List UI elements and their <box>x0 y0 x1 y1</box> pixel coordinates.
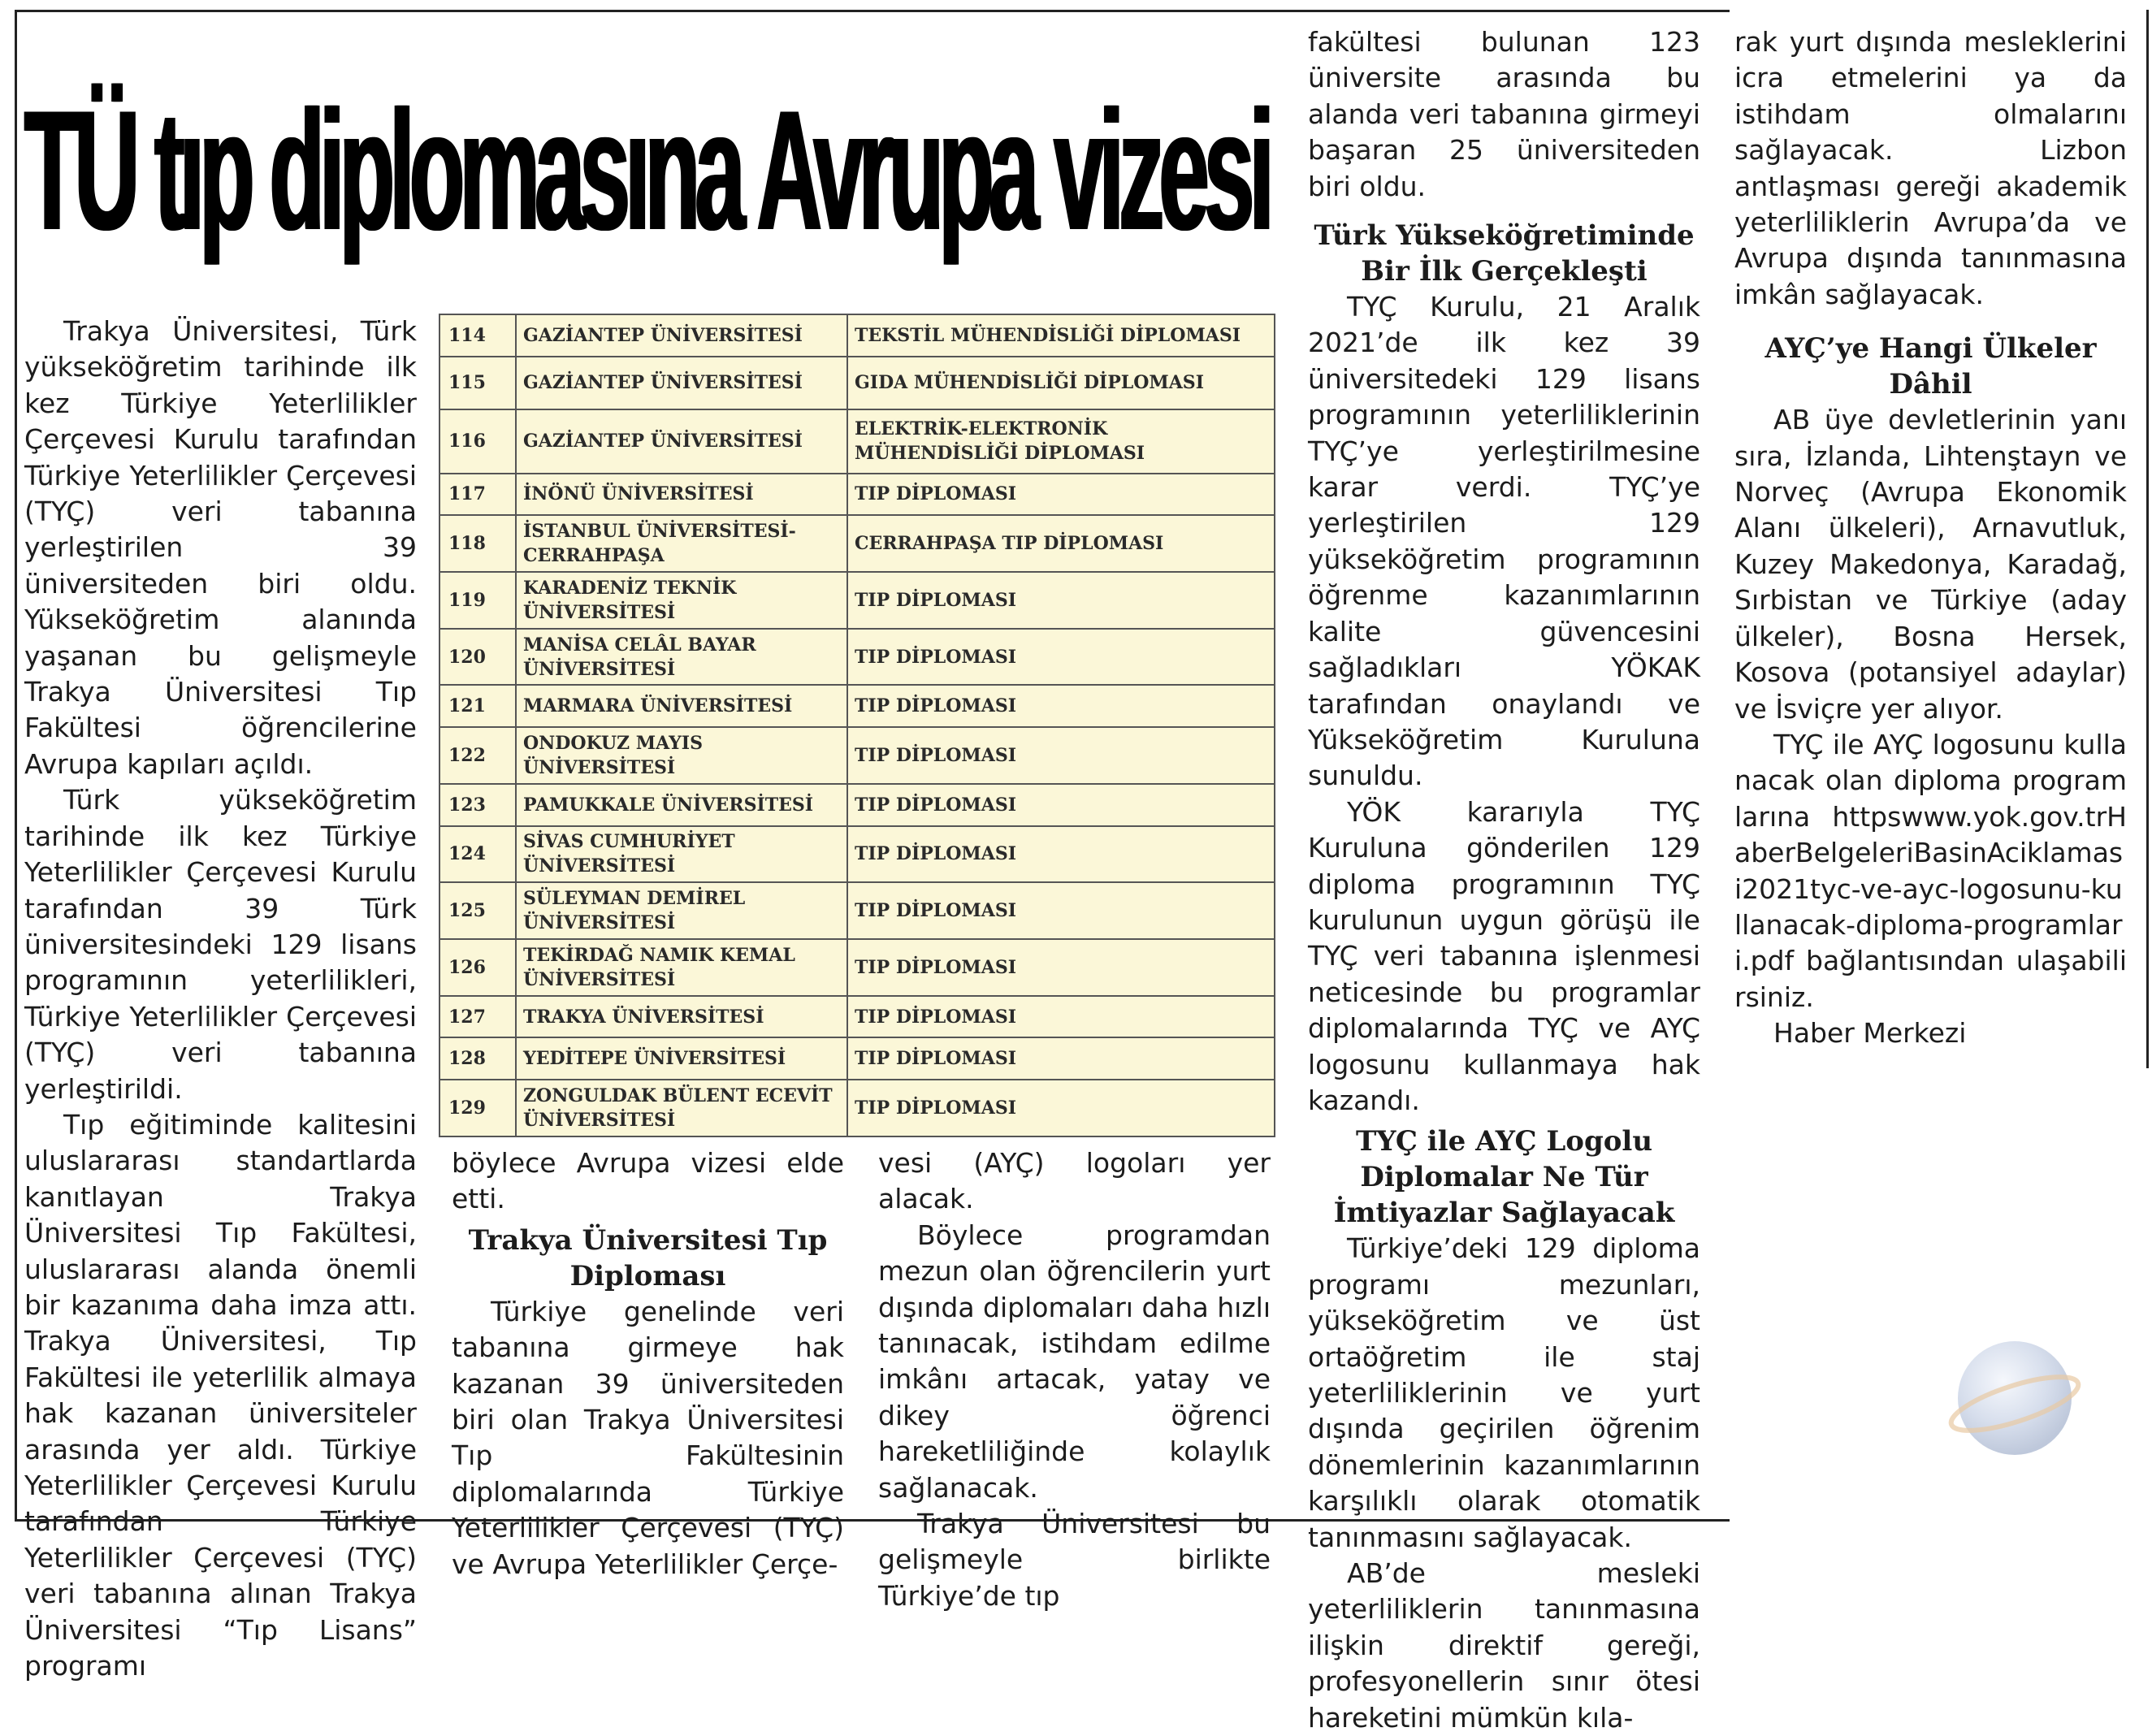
table-cell-program: TIP DİPLOMASI <box>847 474 1275 516</box>
col4-paragraph-2: YÖK kararıyla TYÇ Kuruluna gönderilen 129 diploma programının TYÇ kurulunun uygun görüşü ile TYÇ veri tabanına işlenmesi neticesinde bu programlar diplomalarında TYÇ ve AYÇ logosunu kullanmaya hak kazandı. <box>1308 795 1700 1116</box>
table-cell-university: İNÖNÜ ÜNİVERSİTESİ <box>516 474 847 516</box>
table-cell-no: 128 <box>439 1037 516 1080</box>
table-cell-no: 129 <box>439 1080 516 1136</box>
programs-table-body <box>439 314 1275 1136</box>
col4-lead: fakültesi bulunan 123 üniversite arasında bu alanda veri tabanına girmeyi başaran 25 üniversiteden biri oldu. <box>1308 26 1700 202</box>
table-cell-program: TIP DİPLOMASI <box>847 1037 1275 1080</box>
table-cell-program: TIP DİPLOMASI <box>847 572 1275 629</box>
table-cell-university: GAZİANTEP ÜNİVERSİTESİ <box>516 314 847 357</box>
table-cell-university: GAZİANTEP ÜNİVERSİTESİ <box>516 357 847 409</box>
col2-lead: böylece Avrupa vizesi elde etti. <box>452 1147 844 1215</box>
table-cell-university: MANİSA CELÂL BAYAR ÜNİVERSİTESİ <box>516 629 847 686</box>
table-row <box>439 685 1275 727</box>
col4-heading-1: Türk Yükseköğretiminde Bir İlk Gerçekleşti <box>1314 219 1695 288</box>
table-cell-university: SÜLEYMAN DEMİREL ÜNİVERSİTESİ <box>516 882 847 939</box>
col1-paragraph-3: Tıp eğitiminde kalitesini uluslararası standartlarda kanıtlayan Trakya Üniversitesi Tıp Fakültesi, uluslararası alanda önemli bir kazanıma daha imza attı. Trakya Üniversitesi, Tıp Fakültesi ile yeterlilik almaya hak kazanan üniversiteler arasında yer aldı. Türkiye Yeterlilikler Çerçevesi Kurulu tarafından Türkiye Yeterlilikler Çerçevesi (TYÇ) veri tabanına alınan Trakya Üniversitesi “Tıp Lisans” programı <box>24 1108 417 1682</box>
table-row <box>439 1037 1275 1080</box>
table-row <box>439 1080 1275 1136</box>
table-cell-no: 116 <box>439 409 516 474</box>
col5-paragraph-2: TYÇ ile AYÇ logosunu kullanacak olan diploma programlarına httpswww.yok.gov.trHaberBelgeleriBasinAciklamasi2021tyc-ve-ayc-logosunu-kullanacak-diploma-programlari.pdf bağlantısından ulaşabilirsiniz. <box>1734 728 2127 1013</box>
table-cell-no: 125 <box>439 882 516 939</box>
table-cell-program: TIP DİPLOMASI <box>847 629 1275 686</box>
table-row <box>439 826 1275 883</box>
col1-paragraph-2: Türk yükseköğretim tarihinde ilk kez Türkiye Yeterlilikler Çerçevesi Kurulu tarafından 39 Türk üniversitesindeki 129 lisans programının yeterlilikleri, Türkiye Yeterlilikler Çerçevesi (TYÇ) veri tabanına yerleştirildi. <box>24 784 417 1105</box>
table-cell-university: ZONGULDAK BÜLENT ECEVİT ÜNİVERSİTESİ <box>516 1080 847 1136</box>
table-cell-university: SİVAS CUMHURİYET ÜNİVERSİTESİ <box>516 826 847 883</box>
col2-heading: Trakya Üniversitesi Tıp Diploması <box>468 1223 828 1292</box>
col2-paragraph-1: Türkiye genelinde veri tabanına girmeye hak kazanan 39 üniversiteden biri olan Trakya Üniversitesi Tıp Fakültesinin diplomalarında Türkiye Yeterlilikler Çerçevesi (TYÇ) ve Avrupa Yeterlilikler Çerçe- <box>452 1295 844 1580</box>
table-row <box>439 939 1275 996</box>
column-3 <box>878 1145 1271 1614</box>
col3-paragraph-2: Trakya Üniversitesi bu gelişmeyle birlikte Türkiye’de tıp <box>878 1508 1271 1612</box>
table-cell-university: TRAKYA ÜNİVERSİTESİ <box>516 996 847 1038</box>
table-cell-no: 122 <box>439 727 516 784</box>
table-cell-program: CERRAHPAŞA TIP DİPLOMASI <box>847 515 1275 572</box>
col4-paragraph-4: AB’de mesleki yeterliliklerin tanınmasına ilişkin direktif gereği, profesyonellerin sınır ötesi hareketini mümkün kıla- <box>1308 1557 1700 1734</box>
column-4 <box>1308 24 1700 1736</box>
table-cell-no: 127 <box>439 996 516 1038</box>
table-row <box>439 474 1275 516</box>
table-cell-university: ONDOKUZ MAYIS ÜNİVERSİTESİ <box>516 727 847 784</box>
table-cell-university: İSTANBUL ÜNİVERSİTESİ-CERRAHPAŞA <box>516 515 847 572</box>
table-cell-no: 123 <box>439 784 516 826</box>
table-cell-university: YEDİTEPE ÜNİVERSİTESİ <box>516 1037 847 1080</box>
col3-paragraph-1: Böylece programdan mezun olan öğrencilerin yurt dışında diplomaları daha hızlı tanınacak, istihdam edilme imkânı artacak, yatay ve dikey öğrenci hareketliliğinde kolaylık sağlanacak. <box>878 1219 1271 1504</box>
table-cell-no: 124 <box>439 826 516 883</box>
table-row <box>439 727 1275 784</box>
table-row <box>439 784 1275 826</box>
table-cell-program: TIP DİPLOMASI <box>847 685 1275 727</box>
col5-lead: rak yurt dışında mesleklerini icra etmelerini ya da istihdam olmalarını sağlayacak. Lizbon antlaşması gereği akademik yeterliliklerin Avrupa’da ve Avrupa dışında tanınmasına imkân sağlayacak. <box>1734 26 2127 310</box>
table-cell-program: TIP DİPLOMASI <box>847 996 1275 1038</box>
headline: TÜ tıp diplomasına Avrupa vizesi <box>24 75 1270 266</box>
table-cell-program: TIP DİPLOMASI <box>847 882 1275 939</box>
col5-paragraph-1: AB üye devletlerinin yanı sıra, İzlanda, Lihtenştayn ve Norveç (Avrupa Ekonomik Alanı ülkeleri), Arnavutluk, Kuzey Makedonya, Karadağ, Sırbistan ve Türkiye (aday ülkeler), Bosna Hersek, Kosova (potansiyel adaylar) ve İsviçre yer alıyor. <box>1734 404 2127 725</box>
table-cell-program: TEKSTİL MÜHENDİSLİĞİ DİPLOMASI <box>847 314 1275 357</box>
table-cell-program: TIP DİPLOMASI <box>847 784 1275 826</box>
table-cell-university: TEKİRDAĞ NAMIK KEMAL ÜNİVERSİTESİ <box>516 939 847 996</box>
table-cell-no: 114 <box>439 314 516 357</box>
col1-paragraph-1: Trakya Üniversitesi, Türk yükseköğretim tarihinde ilk kez Türkiye Yeterlilikler Çerçevesi Kurulu tarafından Türkiye Yeterlilikler Çerçevesi (TYÇ) veri tabanına yerleştirilen 39 üniversiteden biri oldu. Yükseköğretim alanında yaşanan bu gelişmeyle Trakya Üniversitesi Tıp Fakültesi öğrencilerine Avrupa kapıları açıldı. <box>24 315 417 780</box>
col5-signature: Haber Merkezi <box>1773 1017 1967 1050</box>
table-cell-program: TIP DİPLOMASI <box>847 826 1275 883</box>
table-cell-no: 119 <box>439 572 516 629</box>
col3-lead: vesi (AYÇ) logoları yer alacak. <box>878 1147 1271 1215</box>
table-row <box>439 882 1275 939</box>
table-row <box>439 314 1275 357</box>
table-cell-program: GIDA MÜHENDİSLİĞİ DİPLOMASI <box>847 357 1275 409</box>
right-column-rule <box>2146 10 2149 1068</box>
table-cell-program: TIP DİPLOMASI <box>847 939 1275 996</box>
table-cell-university: PAMUKKALE ÜNİVERSİTESİ <box>516 784 847 826</box>
col4-heading-2: TYÇ ile AYÇ Logolu Diplomalar Ne Tür İmtiyazlar Sağlayacak <box>1333 1125 1675 1230</box>
table-row <box>439 996 1275 1038</box>
table-cell-no: 115 <box>439 357 516 409</box>
table-cell-no: 117 <box>439 474 516 516</box>
table-cell-no: 121 <box>439 685 516 727</box>
table-cell-no: 118 <box>439 515 516 572</box>
col5-heading-1: AYÇ’ye Hangi Ülkeler Dâhil <box>1764 332 2097 401</box>
table-cell-university: GAZİANTEP ÜNİVERSİTESİ <box>516 409 847 474</box>
programs-table <box>439 314 1275 1137</box>
column-2 <box>452 1145 844 1582</box>
column-1 <box>24 314 417 1684</box>
table-row <box>439 629 1275 686</box>
col4-paragraph-1: TYÇ Kurulu, 21 Aralık 2021’de ilk kez 39 üniversitedeki 129 lisans programının yeterliliklerinin TYÇ’ye yerleştirilmesine karar verdi. TYÇ’ye yerleştirilen 129 yükseköğretim programının öğrenme kazanımlarının kalite güvencesini sağladıkları YÖKAK tarafından onaylandı ve Yükseköğretim Kuruluna sunuldu. <box>1308 291 1700 792</box>
table-row <box>439 572 1275 629</box>
column-5 <box>1734 24 2127 1052</box>
table-cell-program: ELEKTRİK-ELEKTRONİK MÜHENDİSLİĞİ DİPLOMASI <box>847 409 1275 474</box>
col4-paragraph-3: Türkiye’deki 129 diploma programı mezunları, yükseköğretim ve üst ortaöğretim ile staj yeterliliklerinin ve yurt dışında geçirilen öğrenim dönemlerinin kazanımlarının karşılıklı olarak otomatik tanınmasını sağlayacak. <box>1308 1232 1700 1553</box>
globe-ring-icon <box>1946 1329 2084 1467</box>
table-cell-university: MARMARA ÜNİVERSİTESİ <box>516 685 847 727</box>
table-cell-program: TIP DİPLOMASI <box>847 727 1275 784</box>
table-cell-no: 120 <box>439 629 516 686</box>
table-cell-program: TIP DİPLOMASI <box>847 1080 1275 1136</box>
table-row <box>439 409 1275 474</box>
table-cell-no: 126 <box>439 939 516 996</box>
table-row <box>439 515 1275 572</box>
table-row <box>439 357 1275 409</box>
table-cell-university: KARADENİZ TEKNİK ÜNİVERSİTESİ <box>516 572 847 629</box>
